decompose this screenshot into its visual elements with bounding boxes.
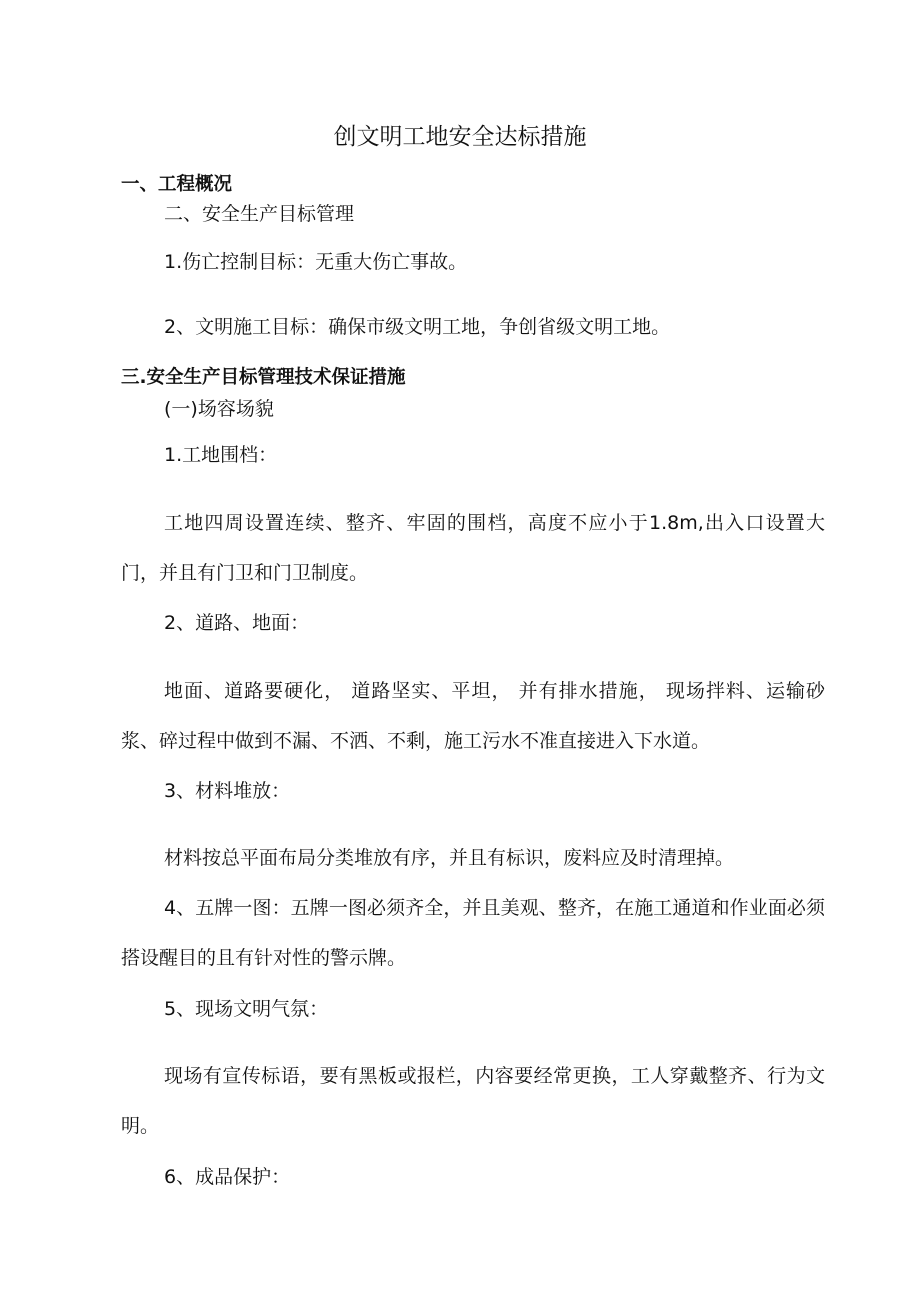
goal-civilized-construction: 2、文明施工目标：确保市级文明工地，争创省级文明工地。 [164,316,671,338]
item-title-roads: 2、道路、地面： [164,612,310,634]
item-title-civilized-atmosphere: 5、现场文明气氛： [164,998,329,1020]
section-heading-goal-management: 二、安全生产目标管理 [164,203,355,225]
goal-casualty-control: 1.伤亡控制目标：无重大伤亡事故。 [164,251,468,273]
subsection-heading-site-appearance: (一)场容场貌 [164,398,274,420]
item-body-civilized-atmosphere: 现场有宣传标语，要有黑板或报栏，内容要经常更换，工人穿戴整齐、行为文明。 [121,1065,825,1137]
item-body-enclosure: 工地四周设置连续、整齐、牢固的围档，高度不应小于1.8m,出入口设置大门，并且有门卫和门卫制度。 [121,512,825,584]
item-title-product-protection: 6、成品保护： [164,1166,291,1188]
item-title-material-stacking: 3、材料堆放： [164,780,291,802]
section-heading-overview: 一、工程概况 [121,174,233,195]
item-body-signboards: 4、五牌一图：五牌一图必须齐全，并且美观、整齐，在施工通道和作业面必须搭设醒目的且有针对性的警示牌。 [121,897,825,969]
document-title: 创文明工地安全达标措施 [333,124,587,150]
item-body-roads: 地面、道路要硬化， 道路坚实、平坦， 并有排水措施， 现场拌料、运输砂浆、碎过程中做到不漏、不洒、不剩，施工污水不准直接进入下水道。 [121,680,825,752]
item-title-enclosure: 1.工地围档： [164,444,278,466]
item-body-material-stacking: 材料按总平面布局分类堆放有序，并且有标识，废料应及时清理掉。 [164,847,735,869]
section-heading-technical-measures: 三.安全生产目标管理技术保证措施 [121,367,406,388]
